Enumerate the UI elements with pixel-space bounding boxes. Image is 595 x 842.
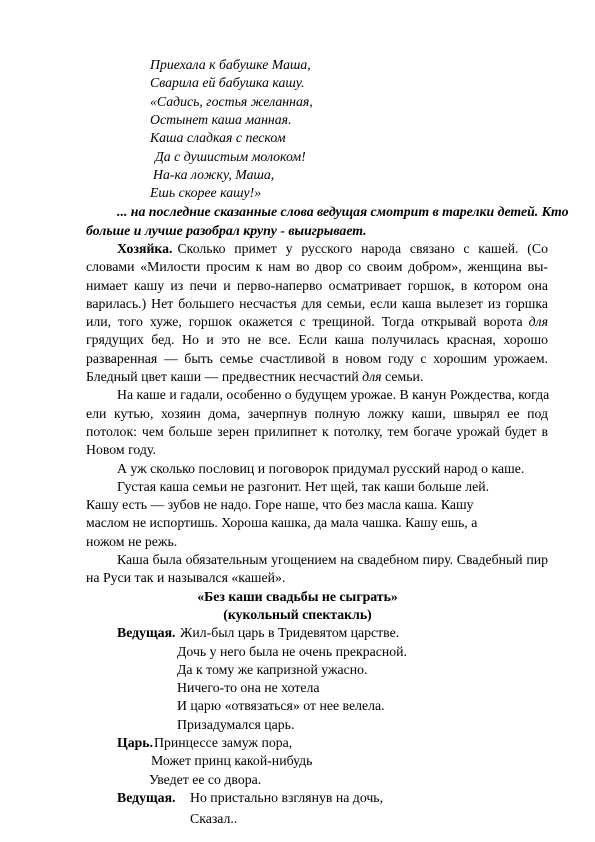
paragraph-line: потолок: чем больше зерен прилипнет к потолку, тем богаче урожай будет в: [86, 423, 548, 439]
paragraph-text: Сколько примет у русского народа связано с кашей. (Со: [177, 240, 548, 256]
poem-line: Каша сладкая с песком: [150, 130, 286, 146]
paragraph-text: семьи.: [385, 369, 424, 384]
poem-line: Да с душистым молоком!: [155, 148, 306, 164]
proverb-line: Кашу есть — зубов не надо. Горе наше, что без масла каша. Кашу: [86, 497, 474, 513]
paragraph-line: грядущих бед. Но и это не все. Если каша получилась красная, хорошо: [86, 332, 548, 348]
proverb-line: ножом не режь.: [86, 533, 178, 549]
paragraph-line: варилась.) Нет большего несчастья для семьи, если каша вылезет из горшка: [86, 295, 548, 311]
instruction-line: больше и лучше разобрал крупу - выигрывает.: [86, 222, 367, 238]
speaker-name: Ведущая.: [117, 789, 176, 805]
paragraph-line: [86, 313, 548, 330]
paragraph-line: А уж сколько пословиц и поговорок придумал русский народ о каше.: [117, 460, 525, 476]
proverb-line: Густая каша семьи не разгонит. Нет щей, так каши больше лей.: [117, 478, 490, 494]
paragraph-line: Новом году.: [86, 442, 156, 458]
play-title: «Без каши свадьбы не сыграть»: [197, 588, 398, 604]
speaker-name: Царь.: [117, 735, 154, 750]
script-line: Уведет ее со двора.: [149, 771, 262, 787]
paragraph-line: Каша была обязательным угощением на свадебном пиру. Свадебный пир: [117, 552, 548, 567]
script-line: Призадумался царь.: [177, 716, 295, 732]
poem-line: Сварила ей бабушка кашу.: [150, 75, 305, 91]
poem-line: Остынет каша манная.: [150, 111, 292, 127]
script-line: И царю «отвязаться» от нее велела.: [177, 698, 385, 714]
script-line: Дочь у него была не очень прекрасной.: [177, 643, 407, 659]
script-line: Ничего-то она не хотела: [177, 680, 320, 696]
instruction-line: ... на последние сказанные слова ведущая смотрит в тарелки детей. Кто: [117, 204, 569, 220]
paragraph-text-italic: для: [528, 314, 548, 330]
play-subtitle: (кукольный спектакль): [223, 606, 372, 622]
paragraph-line: нимает кашу из печи и перво-наперво осматривает горшок, в котором она: [86, 277, 548, 293]
paragraph-line: ели кутью, хозяин дома, зачерпнув полную ложку каши, швырял ее под: [86, 405, 548, 421]
paragraph-line: разваренная — быть семье счастливой в новом году с хорошим урожаем.: [86, 350, 548, 366]
script-line: Но пристально взглянув на дочь,: [190, 789, 384, 805]
poem-line: Приехала к бабушке Маша,: [150, 57, 311, 72]
poem-line: На-ка ложку, Маша,: [153, 166, 275, 182]
poem-line: «Садись, гостья желанная,: [150, 93, 313, 109]
script-line: Принцессе замуж пора,: [154, 735, 293, 750]
paragraph-line: [86, 368, 423, 385]
paragraph-line: словами «Милости просим к нам во двор со своим добром», женщина вы-: [86, 259, 548, 275]
paragraph-line: на Руси так и назывался «кашей».: [86, 570, 286, 586]
paragraph-line: На каше и гадали, особенно о будущем урожае. В канун Рождества, когда: [117, 387, 550, 403]
speaker-name: Хозяйка.: [117, 240, 173, 256]
script-line: Может принц какой-нибудь: [151, 753, 313, 769]
script-line: Да к тому же капризной ужасно.: [177, 661, 368, 677]
paragraph-text-italic: для: [362, 369, 382, 384]
paragraph-text: или, того хуже, горшок окажется с трещиной. Тогда открывай ворота: [86, 314, 523, 330]
script-line: Сказал..: [190, 811, 238, 826]
proverb-line: маслом не испортишь. Хороша кашка, да мала чашка. Кашу ешь, а: [86, 515, 478, 531]
poem-line: Ешь скорее кашу!»: [150, 185, 262, 201]
script-line: Жил-был царь в Тридевятом царстве.: [180, 625, 400, 641]
paragraph-line: [117, 240, 548, 257]
speaker-name: Ведущая.: [117, 625, 176, 641]
paragraph-text: Бледный цвет каши — предвестник несчастий: [86, 369, 359, 384]
